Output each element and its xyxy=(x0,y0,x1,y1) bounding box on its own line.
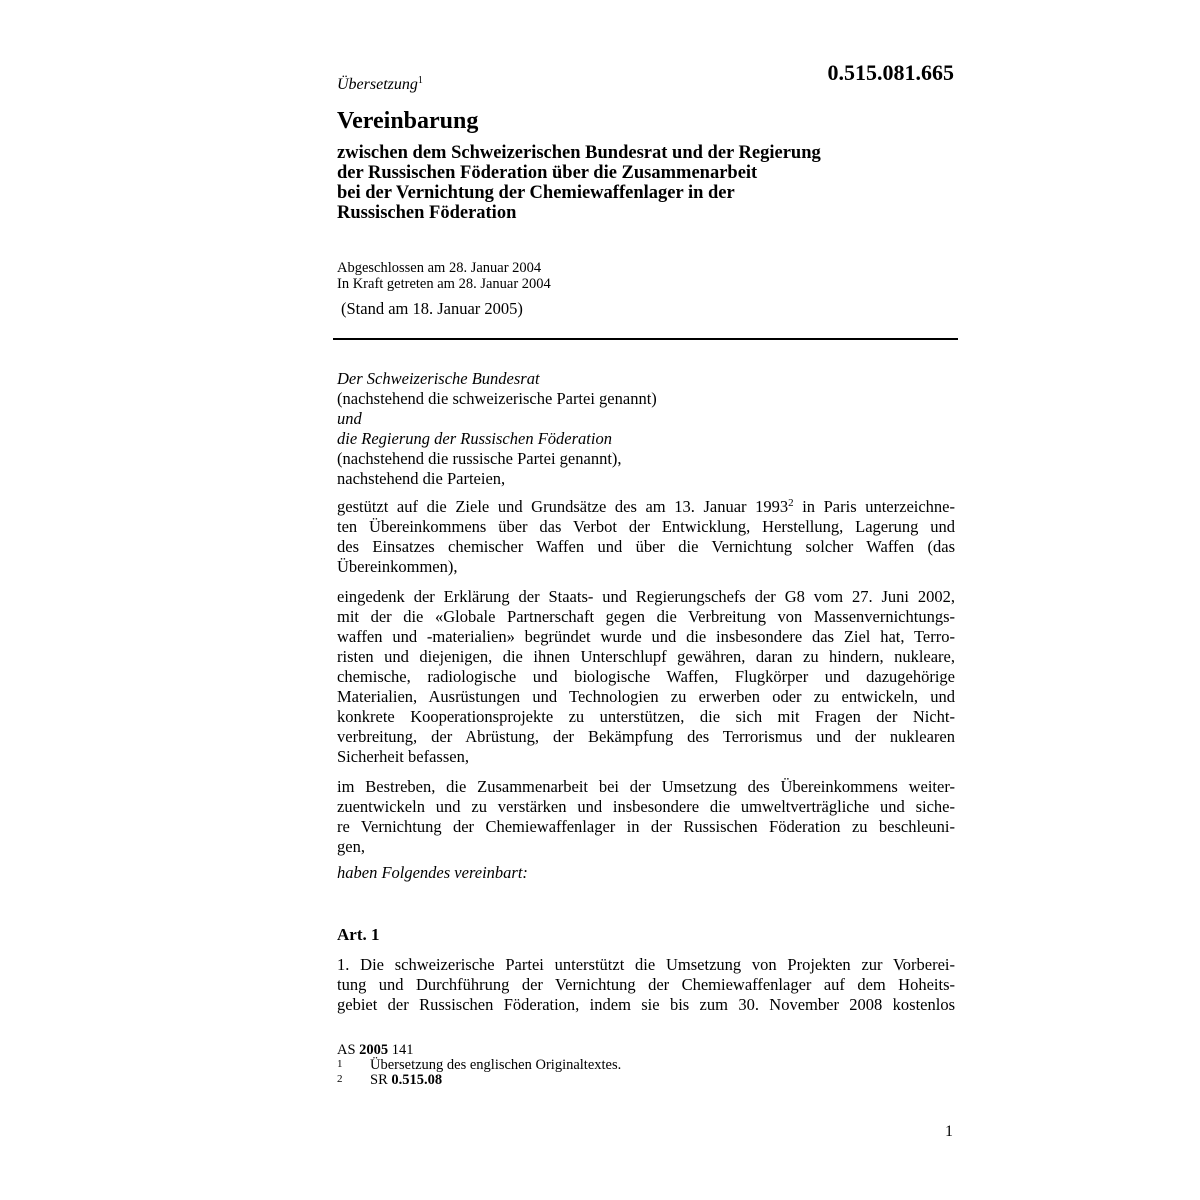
as-page: 141 xyxy=(391,1042,414,1058)
subtitle-line: bei der Vernichtung der Chemiewaffenlager in der xyxy=(337,183,735,203)
footnote-mark-1[interactable]: 1 xyxy=(417,75,423,86)
parties-note: nachstehend die Parteien, xyxy=(337,469,506,488)
footnote-2 xyxy=(337,1073,621,1088)
recital-line: waffen und -materialien» begründet wurde und die insbesondere das Ziel hat, Terro- xyxy=(337,627,955,646)
agreed-clause: haben Folgendes vereinbart: xyxy=(337,863,528,882)
subtitle-line: zwischen dem Schweizerischen Bundesrat und der Regierung xyxy=(337,143,821,163)
recital-line: Übereinkommen), xyxy=(337,557,458,576)
recital-3 xyxy=(337,777,955,857)
as-reference xyxy=(337,1043,621,1058)
article-line: 1. Die schweizerische Partei unterstützt die Umsetzung von Projekten zur Vorberei- xyxy=(337,955,955,974)
recital-line: zuentwickeln und zu verstärken und insbesondere die umweltverträgliche und siche- xyxy=(337,797,955,816)
header-divider xyxy=(333,338,958,340)
recital-line: chemische, radiologische und biologische Waffen, Flugkörper und dazugehörige xyxy=(337,667,955,686)
recital-line xyxy=(337,497,955,517)
recital-2 xyxy=(337,587,955,767)
recital-line: ten Übereinkommens über das Verbot der Entwicklung, Herstellung, Lagerung und xyxy=(337,517,955,536)
translation-label xyxy=(337,75,423,94)
date-block xyxy=(337,260,551,292)
as-prefix: AS xyxy=(337,1042,356,1058)
sr-number: 0.515.081.665 xyxy=(827,60,954,85)
recital-line: im Bestreben, die Zusammenarbeit bei der Umsetzung des Übereinkommens weiter- xyxy=(337,777,955,796)
footnote-2-number: 2 xyxy=(337,1073,343,1085)
recital-line: konkrete Kooperationsprojekte zu unterstützen, die sich mit Fragen der Nicht- xyxy=(337,707,955,726)
recital-text: gestützt auf die Ziele und Grundsätze des am 13. Januar 1993 xyxy=(337,497,789,516)
recital-line: verbreitung, der Abrüstung, der Bekämpfung des Terrorismus und der nuklearen xyxy=(337,727,955,746)
footnote-1-number: 1 xyxy=(337,1058,343,1070)
footnotes-block xyxy=(337,1043,621,1088)
as-year: 2005 xyxy=(359,1042,389,1058)
in-force-date: In Kraft getreten am 28. Januar 2004 xyxy=(337,276,551,292)
footnote-2-prefix: SR xyxy=(370,1072,388,1088)
recital-line: re Vernichtung der Chemiewaffenlager in der Russischen Föderation zu beschleuni- xyxy=(337,817,955,836)
recital-line: Sicherheit befassen, xyxy=(337,747,469,766)
footnote-2-ref[interactable]: 0.515.08 xyxy=(391,1072,443,1088)
recital-1 xyxy=(337,497,955,577)
subtitle-line: Russischen Föderation xyxy=(337,203,517,223)
concluded-date: Abgeschlossen am 28. Januar 2004 xyxy=(337,260,542,276)
article-1-paragraph xyxy=(337,955,955,1015)
party-swiss-note: (nachstehend die schweizerische Partei genannt) xyxy=(337,389,657,408)
party-swiss: Der Schweizerische Bundesrat xyxy=(337,369,540,388)
article-1-heading: Art. 1 xyxy=(337,925,380,944)
parties-block xyxy=(337,369,955,489)
subtitle-line: der Russischen Föderation über die Zusammenarbeit xyxy=(337,163,758,183)
recital-line: risten und diejenigen, die ihnen Unterschlupf gewähren, daran zu hindern, nukleare, xyxy=(337,647,955,666)
recital-line: eingedenk der Erklärung der Staats- und Regierungschefs der G8 vom 27. Juni 2002, xyxy=(337,587,955,606)
footnote-1 xyxy=(337,1058,621,1073)
article-line: gebiet der Russischen Föderation, indem sie bis zum 30. November 2008 kostenlos xyxy=(337,995,955,1014)
recital-line: gen, xyxy=(337,837,365,856)
page-number: 1 xyxy=(945,1123,953,1140)
status-date: (Stand am 18. Januar 2005) xyxy=(341,299,523,318)
translation-label-text: Übersetzung xyxy=(337,76,418,93)
footnote-2-text xyxy=(370,1073,442,1088)
party-russian: die Regierung der Russischen Föderation xyxy=(337,429,612,448)
document-title: Vereinbarung xyxy=(337,108,479,134)
recital-line: mit der die «Globale Partnerschaft gegen die Verbreitung von Massenvernichtungs- xyxy=(337,607,955,626)
recital-line: des Einsatzes chemischer Waffen und über die Vernichtung solcher Waffen (das xyxy=(337,537,955,556)
recital-line: Materialien, Ausrüstungen und Technologien zu erwerben oder zu entwickeln, und xyxy=(337,687,955,706)
article-line: tung und Durchführung der Vernichtung der Chemiewaffenlager auf dem Hoheits- xyxy=(337,975,955,994)
document-subtitle xyxy=(337,143,957,223)
recital-text: in Paris unterzeichne- xyxy=(793,497,955,516)
footnote-1-text: Übersetzung des englischen Originaltextes. xyxy=(370,1057,622,1073)
party-russian-note: (nachstehend die russische Partei genannt), xyxy=(337,449,622,468)
party-and: und xyxy=(337,409,362,428)
footnote-mark-2[interactable]: 2 xyxy=(788,497,794,509)
